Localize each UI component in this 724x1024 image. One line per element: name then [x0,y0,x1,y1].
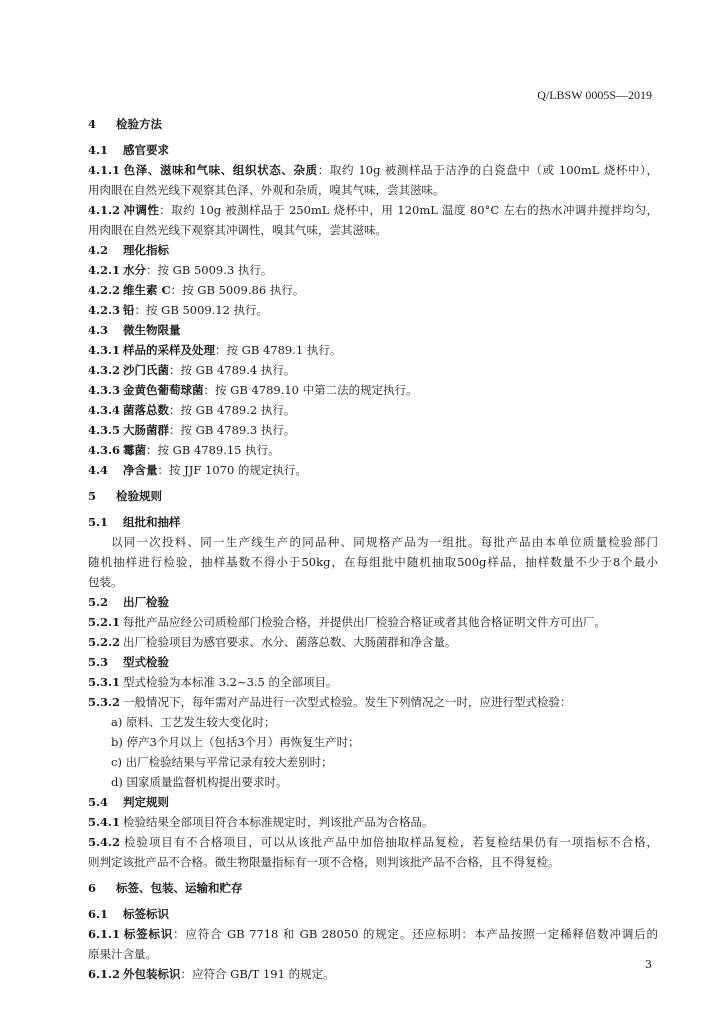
document-body [88,108,658,984]
clause-6-1-2: 6.1.2 外包装标识：应符合 GB/T 191 的规定。 [88,967,335,981]
clause-6-1-1-cont: 原果汁含量。 [88,947,157,961]
list-item-b: b) 停产3个月以上（包括3个月）再恢复生产时； [111,735,360,749]
section-5-4-heading: 5.4 判定规则 [88,795,169,809]
section-6-1-heading: 6.1 标签标识 [88,907,169,921]
clause-5-4-1: 5.4.1 检验结果全部项目符合本标准规定时，判该批产品为合格品。 [88,815,434,829]
list-item-a: a) 原料、工艺发生较大变化时； [111,715,276,729]
clause-4-1-1-cont: 用肉眼在自然光线下观察其色泽、外观和杂质，嗅其气味，尝其滋味。 [88,183,445,197]
clause-4-3-5: 4.3.5 大肠菌群：按 GB 4789.3 执行。 [88,423,296,437]
document-code: Q/LBSW 0005S—2019 [537,88,652,102]
clause-5-4-2-cont: 则判定该批产品不合格。微生物限量指标有一项不合格，则判该批产品不合格，且不得复检。 [88,855,560,869]
clause-4-3-6: 4.3.6 霉菌：按 GB 4789.15 执行。 [88,443,280,457]
section-4-4: 4.4 净含量：按 JJF 1070 的规定执行。 [88,463,307,477]
chapter-5-heading: 5 检验规则 [88,489,162,503]
clause-5-3-1: 5.3.1 型式检验为本标准 3.2~3.5 的全部项目。 [88,675,338,689]
clause-4-1-1: 4.1.1 色泽、滋味和气味、组织状态、杂质：取约 10g 被测样品于洁净的白瓷盘中（或 100mL 烧杯中）， [88,163,658,177]
list-item-d: d) 国家质量监督机构提出要求时。 [111,775,288,789]
clause-6-1-1: 6.1.1 标签标识：应符合 GB 7718 和 GB 28050 的规定。还应标明：本产品按照一定稀释倍数冲调后的 [88,927,659,941]
section-4-2-heading: 4.2 理化指标 [88,243,169,257]
clause-5-2-2: 5.2.2 出厂检验项目为感官要求、水分、菌落总数、大肠菌群和净含量。 [88,635,457,649]
clause-5-3-2: 5.3.2 一般情况下，每年需对产品进行一次型式检验。发生下列情况之一时，应进行型式检验： [88,695,572,709]
clause-4-1-2: 4.1.2 冲调性：取约 10g 被测样品于 250mL 烧杯中，用 120mL 温度 80°C 左右的热水冲调并搅拌均匀， [88,203,659,217]
clause-4-1-2-cont: 用肉眼在自然光线下观察其冲调性，嗅其气味，尝其滋味。 [88,223,387,237]
clause-4-3-1: 4.3.1 样品的采样及处理：按 GB 4789.1 执行。 [88,343,342,357]
section-5-3-heading: 5.3 型式检验 [88,655,169,669]
clause-4-3-2: 4.3.2 沙门氏菌：按 GB 4789.4 执行。 [88,363,296,377]
section-5-1-para-line1: 以同一次投料、同一生产线生产的同品种、同规格产品为一组批。每批产品由本单位质量检验部门 [111,535,658,549]
section-5-1-para-line2: 随机抽样进行检验，抽样基数不得小于50kg，在每组批中随机抽取500g样品，抽样数量不少于8个最小 [88,555,658,569]
clause-4-3-4: 4.3.4 菌落总数：按 GB 4789.2 执行。 [88,403,296,417]
chapter-4-heading: 4 检验方法 [88,117,162,131]
section-5-2-heading: 5.2 出厂检验 [88,595,169,609]
clause-4-2-1: 4.2.1 水分：按 GB 5009.3 执行。 [88,263,273,277]
clause-4-2-2: 4.2.2 维生素 C：按 GB 5009.86 执行。 [88,283,305,297]
list-item-c: c) 出厂检验结果与平常记录有较大差别时； [111,755,333,769]
clause-5-4-2: 5.4.2 检验项目有不合格项目，可以从该批产品中加倍抽取样品复检，若复检结果仍有一项指标不合格， [88,835,658,849]
section-4-1-heading: 4.1 感官要求 [88,143,169,157]
clause-4-2-3: 4.2.3 铅：按 GB 5009.12 执行。 [88,303,269,317]
chapter-6-heading: 6 标签、包装、运输和贮存 [88,881,243,895]
section-4-3-heading: 4.3 微生物限量 [88,323,181,337]
clause-5-2-1: 5.2.1 每批产品应经公司质检部门检验合格，并提供出厂检验合格证或者其他合格证明文件方可出厂。 [88,615,606,629]
page-number: 3 [645,958,652,971]
clause-4-3-3: 4.3.3 金黄色葡萄球菌：按 GB 4789.10 中第二法的规定执行。 [88,383,418,397]
section-5-1-para-line3: 包装。 [88,575,123,589]
section-5-1-heading: 5.1 组批和抽样 [88,515,181,529]
